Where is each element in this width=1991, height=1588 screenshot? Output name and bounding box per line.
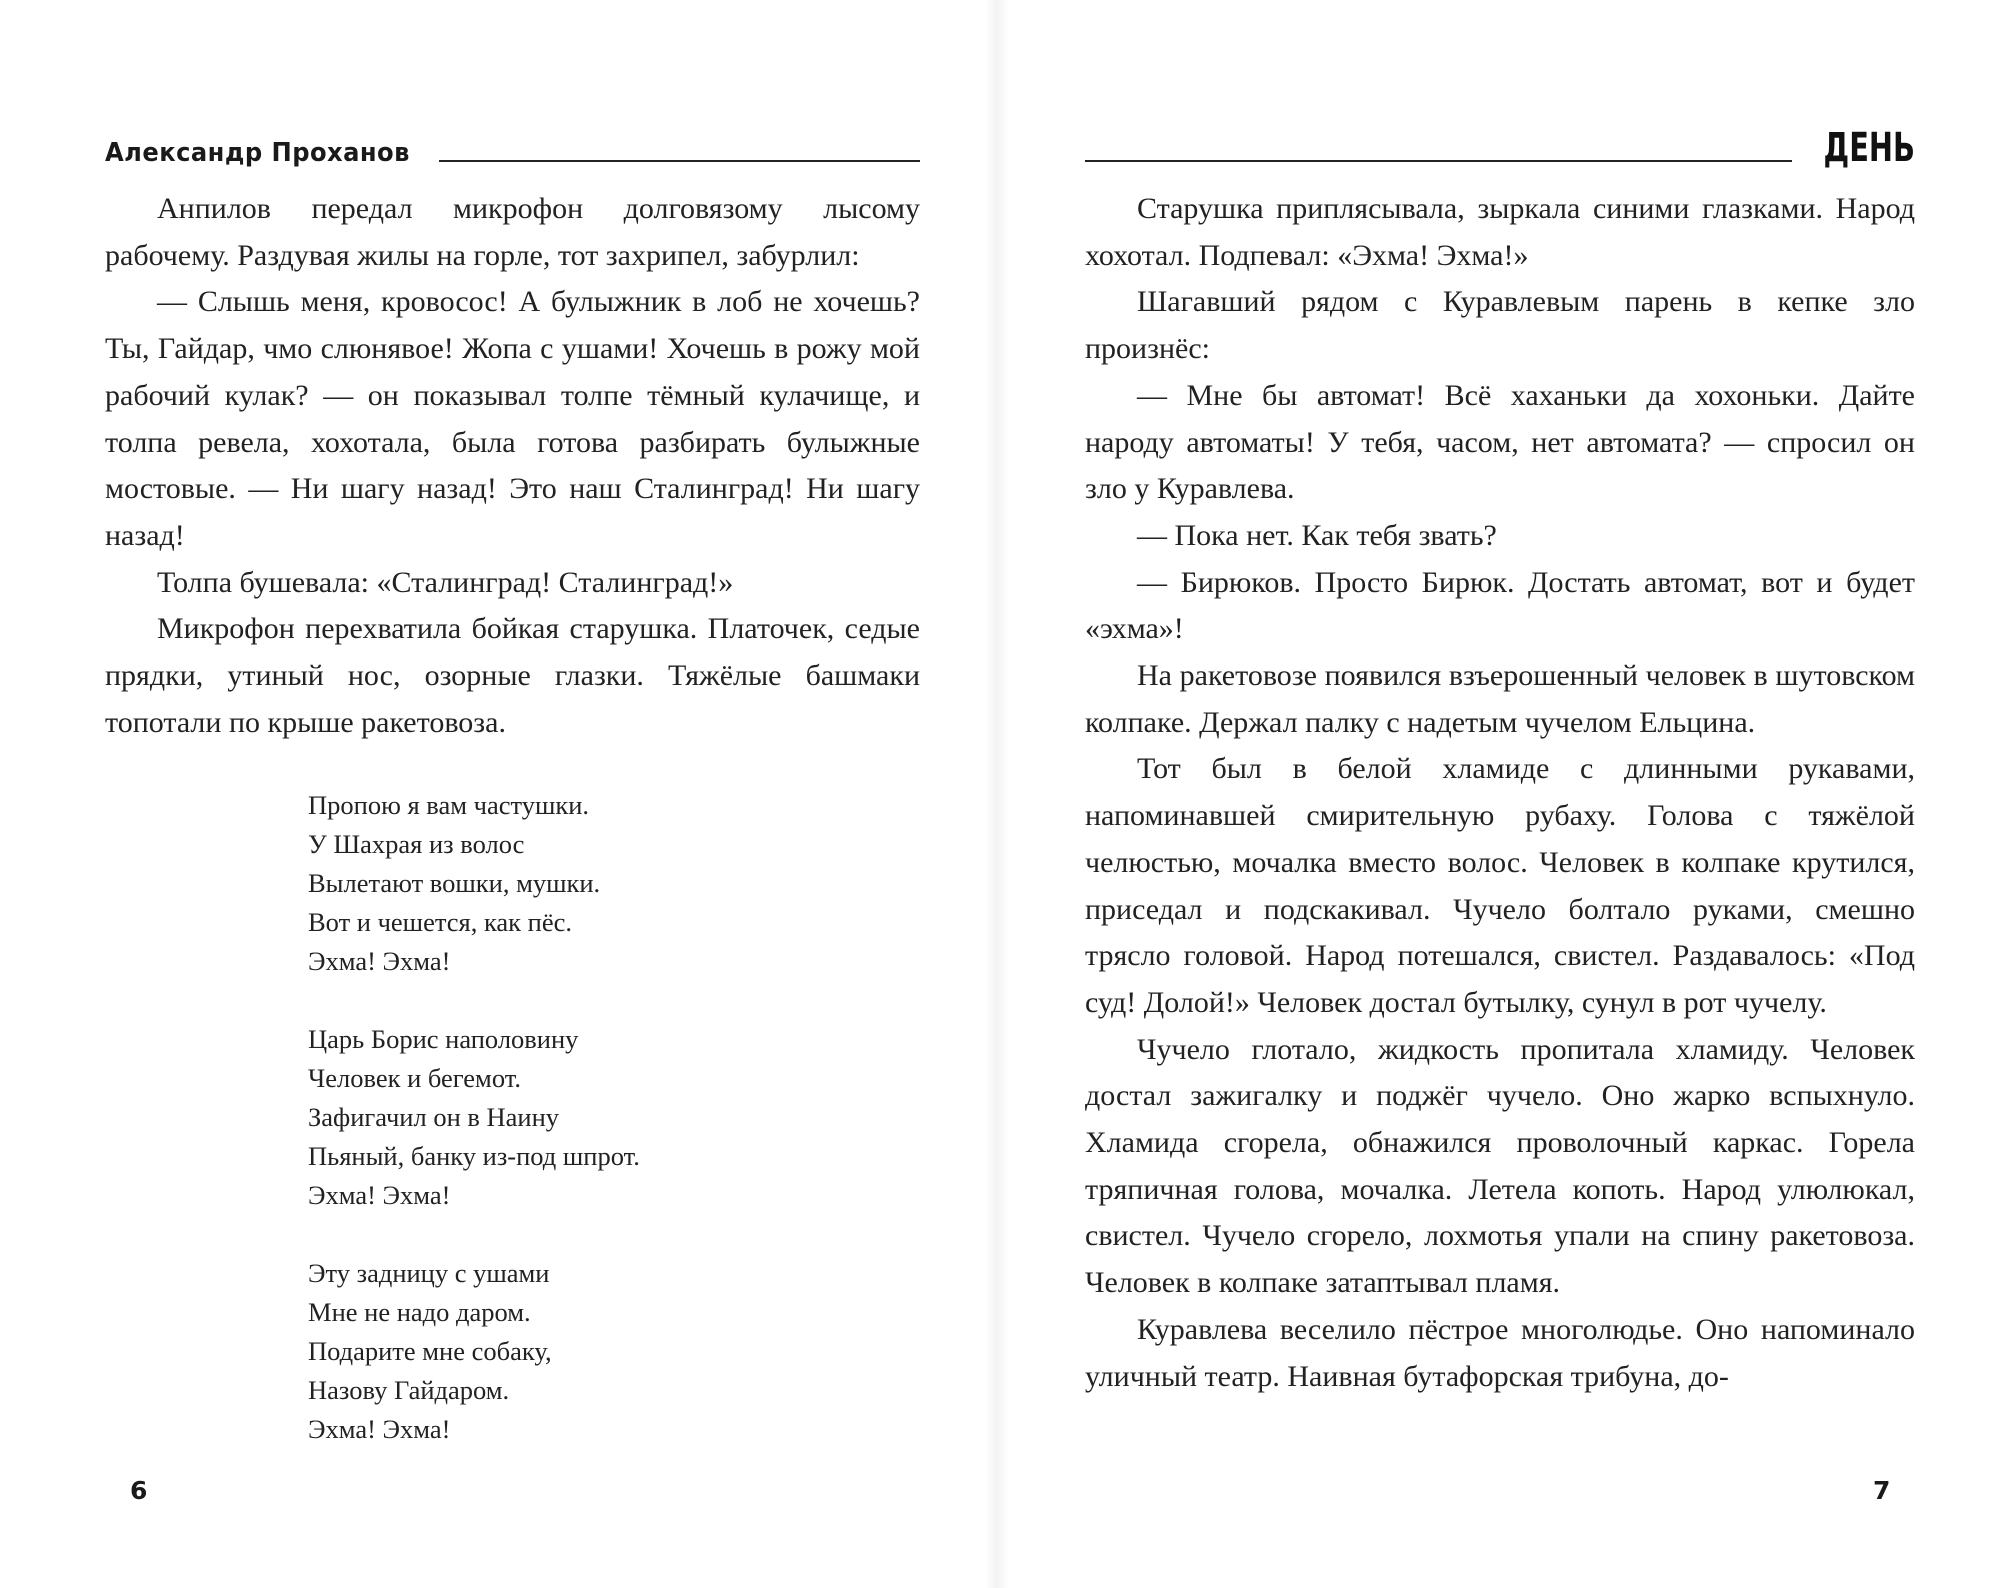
paragraph: Старушка приплясывала, зыркала синими глазками. Народ хохотал. Подпевал: «Эхма! Эхма!» <box>1085 192 1915 272</box>
poem-line: Пьяный, банку из-под шпрот. <box>308 1141 640 1171</box>
poem-line: Эхма! Эхма! <box>308 1414 451 1444</box>
page-number: 6 <box>130 1476 148 1505</box>
poem-line: Эхма! Эхма! <box>308 1180 451 1210</box>
paragraph: Толпа бушевала: «Сталинград! Сталинград!» <box>157 565 734 599</box>
poem-line: Мне не надо даром. <box>308 1297 531 1327</box>
poem-line: Человек и бегемот. <box>308 1063 521 1093</box>
header-rule <box>439 160 920 162</box>
right-running-header <box>1085 125 1915 171</box>
right-body-text <box>1085 186 1915 1400</box>
poem-stanza <box>308 1254 640 1449</box>
poem-line: Царь Борис наполовину <box>308 1024 579 1054</box>
left-body-text <box>105 186 920 746</box>
poem-line: Вылетают вошки, мушки. <box>308 868 601 898</box>
poem-stanza <box>308 786 640 981</box>
paragraph: На ракетовозе появился взъерошенный человек в шутовском колпаке. Держал палку с надетым чучелом Ельцина. <box>1085 659 1915 739</box>
paragraph: Тот был в белой хламиде с длинными рукавами, напоминавшей смирительную рубаху. Голова с тяжёлой челюстью, мочалка вместо волос. Человек в колпаке крутился, приседал и подскакивал. Чучело болтало руками, смешно трясло головой. Народ потешался, свистел. Раздавалось: «Под суд! Долой!» Человек достал бутылку, сунул в рот чучелу. <box>1085 752 1915 1019</box>
left-page <box>0 0 990 1588</box>
paragraph: Анпилов передал микрофон долговязому лысому рабочему. Раздувая жилы на горле, тот захрипел, забурлил: <box>105 192 920 272</box>
poem <box>308 786 640 1449</box>
paragraph: — Пока нет. Как тебя звать? <box>1137 518 1497 552</box>
page-number: 7 <box>1873 1476 1891 1505</box>
poem-line: Вот и чешется, как пёс. <box>308 907 573 937</box>
paragraph: Куравлева веселило пёстрое многолюдье. Оно напоминало уличный театр. Наивная бутафорская трибуна, до- <box>1085 1312 1915 1393</box>
poem-line: Назову Гайдаром. <box>308 1375 510 1405</box>
paragraph: Микрофон перехватила бойкая старушка. Платочек, седые прядки, утиный нос, озорные глазки. Тяжёлые башмаки топотали по крыше ракетовоза. <box>105 612 920 739</box>
left-running-header <box>105 128 920 168</box>
right-page <box>1005 0 1991 1588</box>
poem-line: Эхма! Эхма! <box>308 946 451 976</box>
header-rule <box>1085 160 1792 162</box>
paragraph: Чучело глотало, жидкость пропитала хламиду. Человек достал зажигалку и поджёг чучело. Оно жарко вспыхнуло. Хламида сгорела, обнажился проволочный каркас. Горела тряпичная голова, мочалка. Летела копоть. Народ улюлюкал, свистел. Чучело сгорело, лохмотья упали на спину ракетовоза. Человек в колпаке затаптывал пламя. <box>1085 1032 1915 1300</box>
poem-line: Пропою я вам частушки. <box>308 790 590 820</box>
poem-line: У Шахрая из волос <box>308 829 525 859</box>
poem-line: Подарите мне собаку, <box>308 1336 552 1366</box>
book-title: ДЕНЬ <box>1823 125 1915 171</box>
paragraph: — Слышь меня, кровосос! А булыжник в лоб не хочешь? Ты, Гайдар, чмо слюнявое! Жопа с ушами! Хочешь в рожу мой рабочий кулак? — он показывал толпе тёмный кулачище, и толпа ревела, хохотала, была готова разбирать булыжные мостовые. — Ни шагу назад! Это наш Сталинград! Ни шагу назад! <box>105 285 920 552</box>
poem-stanza <box>308 1020 640 1215</box>
poem-line: Эту задницу с ушами <box>308 1258 550 1288</box>
paragraph: Шагавший рядом с Куравлевым парень в кепке зло произнёс: <box>1085 285 1915 366</box>
paragraph: — Мне бы автомат! Всё хаханьки да хохоньки. Дайте народу автоматы! У тебя, часом, нет автомата? — спросил он зло у Куравлева. <box>1085 378 1915 506</box>
poem-line: Зафигачил он в Наину <box>308 1102 560 1132</box>
paragraph: — Бирюков. Просто Бирюк. Достать автомат, вот и будет «эхма»! <box>1085 565 1915 646</box>
author-name: Александр Проханов <box>105 138 410 168</box>
